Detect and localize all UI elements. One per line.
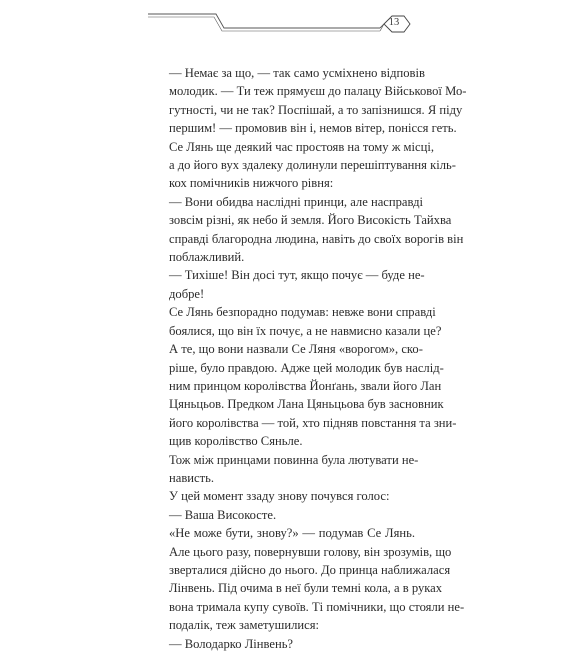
text-line: його королівства — той, хто підняв повстання та зни- — [169, 415, 457, 430]
text-line: подалік, теж заметушилися: — [169, 618, 320, 633]
text-line: Лінвень. Під очима в неї були темні кола, а в руках — [169, 581, 443, 596]
text-line: щив королівство Сяньле. — [169, 434, 303, 449]
text-line: кох помічників нижчого рівня: — [169, 176, 334, 191]
text-line: молодик. — Ти теж прямуєш до палацу Військової Мо- — [169, 84, 467, 99]
text-line: вона тримала купу сувоїв. Ті помічники, що стояли не- — [169, 599, 465, 614]
text-line: боялися, що він їх почує, а не навмисно казали це? — [169, 323, 442, 338]
body-text — [155, 64, 467, 653]
text-line: — Володарко Лінвень? — [169, 636, 294, 651]
text-line: — Ваша Високосте. — [169, 507, 277, 522]
text-line: У цей момент ззаду знову почувся голос: — [169, 489, 390, 504]
text-line: зверталися дійсно до нього. До принца наближалася — [169, 562, 451, 577]
text-line: першим! — промовив він і, немов вітер, понісся геть. — [169, 121, 457, 136]
text-line: Тож між принцами повинна була лютувати не- — [169, 452, 419, 467]
paragraph — [155, 138, 456, 193]
text-line: Се Лянь ще деякий час простояв на тому ж місці, — [169, 139, 434, 154]
text-line: — Вони обидва наслідні принци, але насправді — [169, 194, 424, 209]
text-line: Цяньцьов. Предком Лана Цяньцьова був засновник — [169, 397, 444, 412]
text-line: добре! — [169, 286, 205, 301]
text-line: — Тихіше! Він досі тут, якщо почує — буде не- — [169, 268, 425, 283]
text-line: ним принцом королівства Йонґань, звали його Лан — [169, 378, 442, 393]
text-line: А те, що вони назвали Се Ляня «ворогом», ско- — [169, 342, 423, 357]
text-line: гутності, чи не так? Поспішай, а то запізнишся. Я піду — [169, 102, 463, 117]
text-line: зовсім різні, як небо й земля. Його Високість Тайхва — [169, 213, 452, 228]
text-line: нависть. — [169, 470, 215, 485]
paragraph — [155, 64, 467, 138]
paragraph — [155, 524, 465, 634]
text-line: — Немає за що, — так само усміхнено відповів — [169, 66, 425, 80]
text-line: поблажливий. — [169, 250, 245, 265]
paragraph — [155, 451, 419, 488]
text-line: Се Лянь безпорадно подумав: невже вони справді — [169, 305, 436, 320]
page-number: 13 — [388, 17, 400, 28]
text-line: «Не може бути, знову?» — подумав Се Лянь. — [169, 526, 415, 541]
paragraph — [155, 506, 415, 524]
paragraph — [155, 340, 457, 450]
text-line: справді благородна людина, навіть до своїх ворогів він — [169, 231, 464, 246]
paragraph — [155, 266, 425, 303]
header-ornament — [0, 0, 564, 40]
paragraph — [155, 487, 415, 505]
text-line: ріше, було правдою. Адже цей молодик був наслід- — [169, 360, 444, 375]
text-line: а до його вух здалеку долинули перешіптування кіль- — [169, 158, 456, 173]
text-line: Але цього разу, повернувши голову, він зрозумів, що — [169, 544, 452, 559]
paragraph — [155, 193, 464, 267]
paragraph — [155, 303, 442, 340]
paragraph — [155, 635, 415, 653]
